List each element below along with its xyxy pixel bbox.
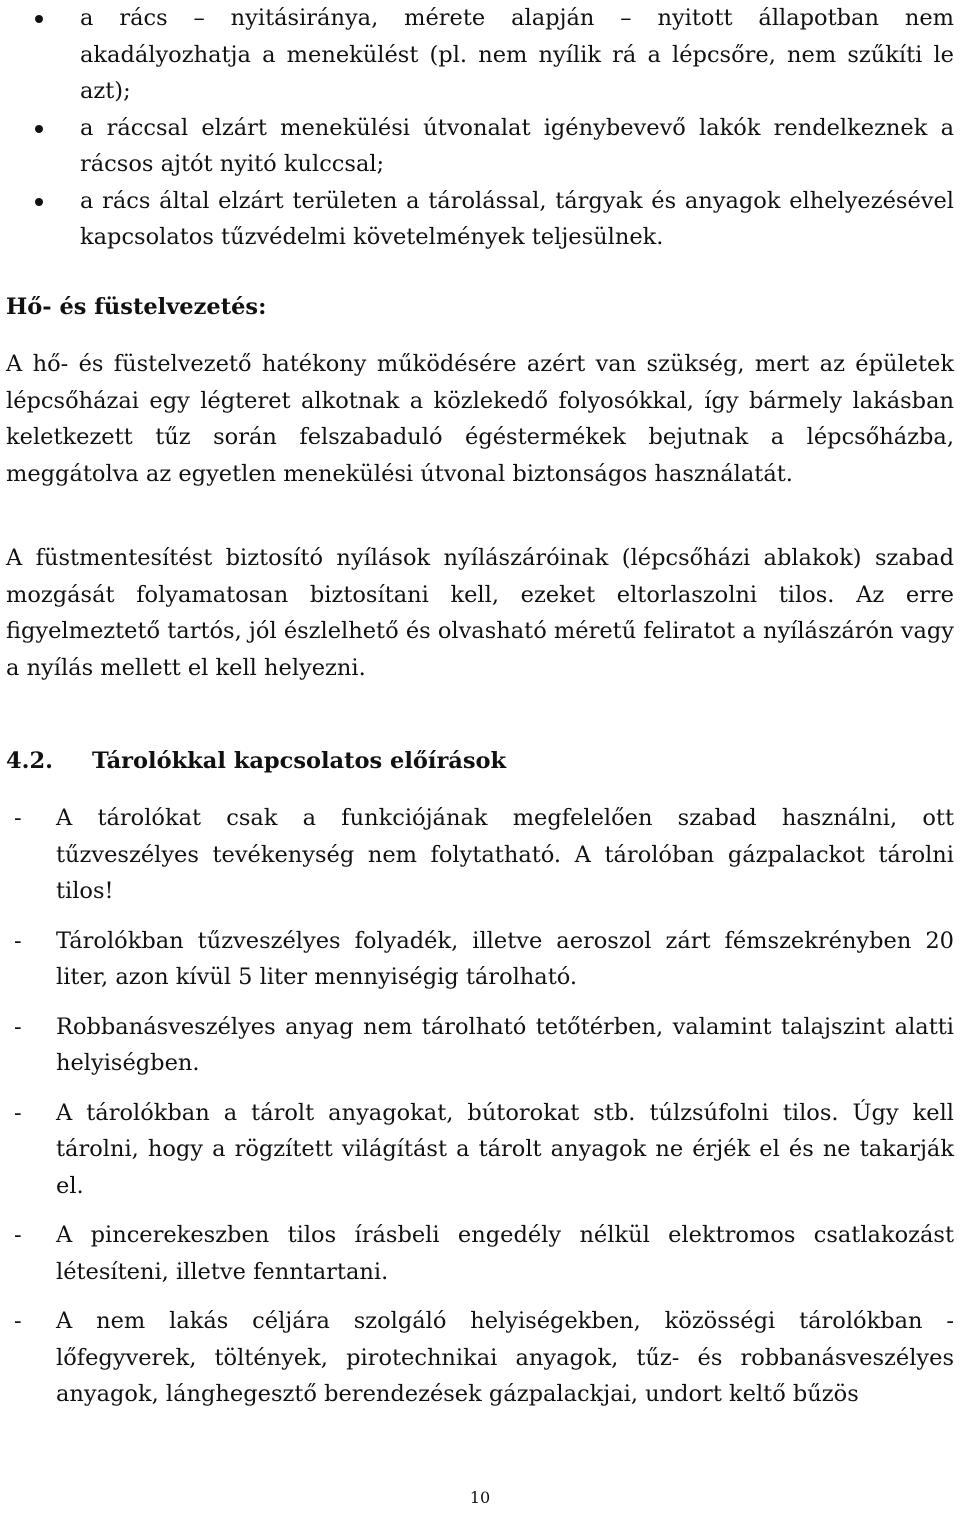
list-item-text: A pincerekeszben tilos írásbeli engedély nélkül elektromos csatlakozást létesíteni, illetve fenntartani. xyxy=(56,1222,954,1285)
paragraph-smoke-2: A füstmentesítést biztosító nyílások nyílászáróinak (lépcsőházi ablakok) szabad mozgását folyamatosan biztosítani kell, ezeket eltorlaszolni tilos. Az erre figyelmeztető tartós, jól észlelhető és olvasható méretű feliratot a nyílászárón vagy a nyílás mellett el kell helyezni. xyxy=(6,545,954,681)
list-item xyxy=(0,1303,960,1413)
bullet-text: a rács – nyitásiránya, mérete alapján – nyitott állapotban nem akadályozhatja a menekülést (pl. nem nyílik rá a lépcsőre, nem szűkíti le azt); xyxy=(80,5,954,104)
list-item xyxy=(0,800,960,910)
list-item-text: A tárolókat csak a funkciójának megfelelően szabad használni, ott tűzveszélyes tevékenység nem folytatható. A tárolóban gázpalackot tárolni tilos! xyxy=(56,805,954,904)
page-number: 10 xyxy=(469,1488,491,1507)
list-item xyxy=(0,1095,960,1205)
bullet-item xyxy=(0,183,960,256)
dash-marker: - xyxy=(14,1099,22,1126)
list-item xyxy=(0,1009,960,1082)
list-item-text: A tárolókban a tárolt anyagokat, bútorokat stb. túlzsúfolni tilos. Úgy kell tárolni, hogy a rögzített világítást a tárolt anyagok ne érjék el és ne takarják el. xyxy=(56,1099,954,1199)
dash-marker: - xyxy=(14,927,22,954)
bullet-dot-icon xyxy=(35,125,43,133)
list-item xyxy=(0,923,960,996)
bullet-list xyxy=(0,0,960,256)
bullet-text: a ráccsal elzárt menekülési útvonalat igénybevevő lakók rendelkeznek a rácsos ajtót nyitó kulccsal; xyxy=(80,114,954,177)
dash-marker: - xyxy=(14,805,22,831)
dash-marker: - xyxy=(14,1222,22,1248)
bullet-dot-icon xyxy=(35,198,43,206)
bullet-dot-icon xyxy=(35,15,43,23)
dash-marker: - xyxy=(14,1013,22,1040)
list-item-text: Robbanásveszélyes anyag nem tárolható tetőtérben, valamint talajszint alatti helyiségben. xyxy=(56,1013,954,1076)
list-item-text: A nem lakás céljára szolgáló helyiségekben, közösségi tárolókban - lőfegyverek, töltények, pirotechnikai anyagok, tűz- és robbanásveszélyes anyagok, lánghegesztő berendezések gázpalackjai, undort keltő bűzös xyxy=(56,1308,954,1407)
list-item xyxy=(0,1217,960,1290)
bullet-item xyxy=(0,110,960,183)
section-heading-smoke: Hő- és füstelvezetés: xyxy=(6,294,267,320)
section-number: 4.2. xyxy=(6,748,53,774)
paragraph-smoke-1: A hő- és füstelvezető hatékony működésére azért van szükség, mert az épületek lépcsőházai egy légteret alkotnak a közlekedő folyosókkal, így bármely lakásban keletkezett tűz során felszabaduló égéstermékek bejutnak a lépcsőházba, meggátolva az egyetlen menekülési útvonal biztonságos használatát. xyxy=(6,351,954,487)
list-item-text: Tárolókban tűzveszélyes folyadék, illetve aeroszol zárt fémszekrényben 20 liter, azon kívül 5 liter mennyiségig tárolható. xyxy=(56,927,954,990)
storage-rules-list xyxy=(0,800,960,1426)
dash-marker: - xyxy=(14,1308,22,1334)
bullet-text: a rács által elzárt területen a tárolással, tárgyak és anyagok elhelyezésével kapcsolatos tűzvédelmi követelmények teljesülnek. xyxy=(80,187,954,250)
section-title: Tárolókkal kapcsolatos előírások xyxy=(92,748,507,774)
bullet-item xyxy=(0,0,960,110)
